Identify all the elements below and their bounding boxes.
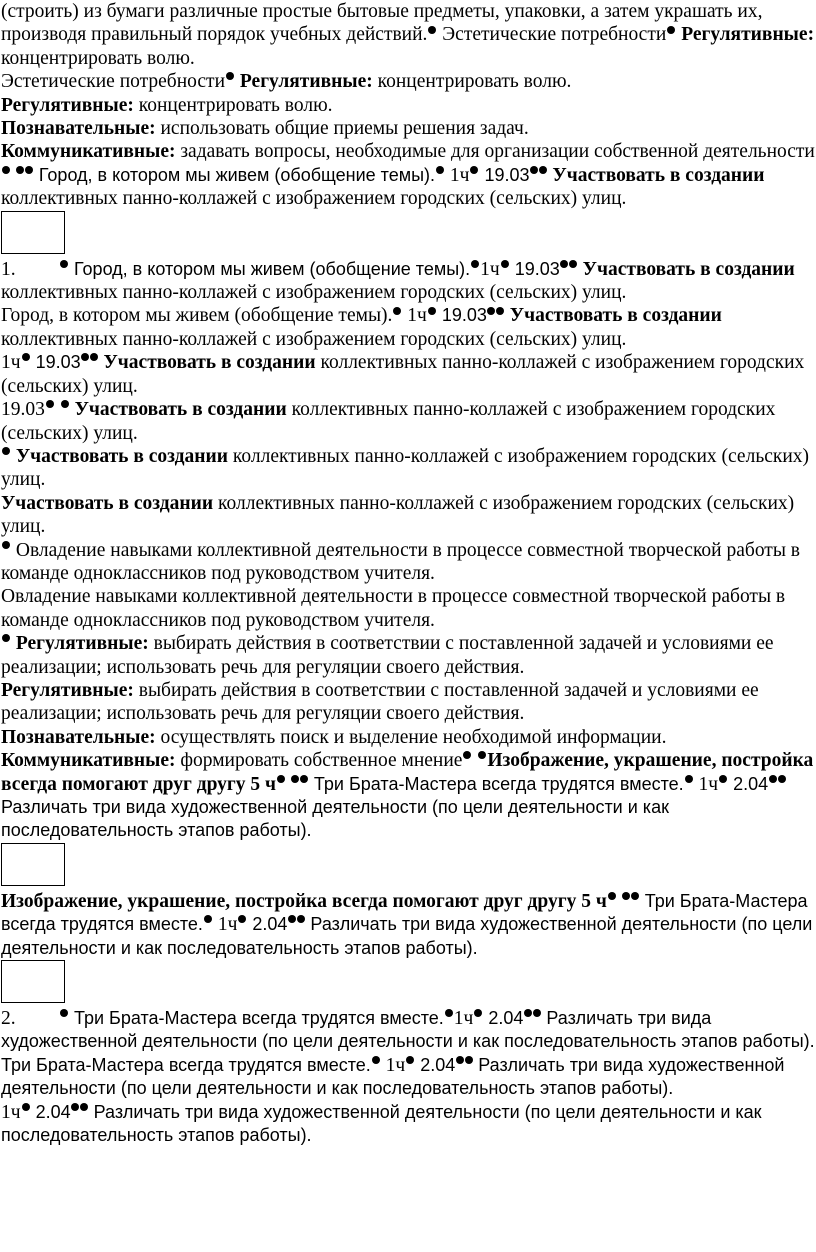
- bullet-icon: [436, 166, 444, 174]
- paragraph-14: Регулятивные: выбирать действия в соответствии с поставленной задачей и условиями ее реализации; использовать речь для регуляции своего действия.: [1, 633, 774, 678]
- bullet-icon: [501, 260, 509, 268]
- bullet-icon: [685, 775, 693, 783]
- bullet-icon: [288, 915, 296, 923]
- bullet-icon: [2, 541, 10, 549]
- paragraph-8: 1ч 19.03 Участвовать в создании коллективных панно-коллажей с изображением городских (сельских) улиц.: [1, 352, 805, 397]
- bullet-icon: [60, 260, 68, 268]
- paragraph-9: 19.03 Участвовать в создании коллективных панно-коллажей с изображением городских (сельских) улиц.: [1, 399, 776, 444]
- bullet-icon: [428, 26, 436, 34]
- bullet-icon: [90, 353, 98, 361]
- empty-table-cell: [1, 843, 65, 886]
- bullet-icon: [46, 400, 54, 408]
- bullet-icon: [470, 166, 478, 174]
- bullet-icon: [465, 1056, 473, 1064]
- paragraph-7: Город, в котором мы живем (обобщение темы). 1ч 19.03 Участвовать в создании коллективных панно-коллажей с изображением городских (сельских) улиц.: [1, 305, 722, 350]
- bullet-icon: [560, 260, 568, 268]
- bullet-icon: [622, 892, 630, 900]
- paragraph-15: Регулятивные: выбирать действия в соответствии с поставленной задачей и условиями ее реализации; использовать речь для регуляции своего действия.: [1, 679, 759, 725]
- paragraph-3: Регулятивные: концентрировать волю.: [1, 94, 333, 116]
- bullet-icon: [474, 1009, 482, 1017]
- bullet-icon: [291, 775, 299, 783]
- bullet-icon: [539, 166, 547, 174]
- paragraph-16: Познавательные: осуществлять поиск и выделение необходимой информации.: [1, 726, 667, 748]
- bullet-icon: [769, 775, 777, 783]
- bullet-icon: [81, 353, 89, 361]
- bullet-icon: [372, 1056, 380, 1064]
- bullet-icon: [25, 166, 33, 174]
- bullet-icon: [2, 447, 10, 455]
- bullet-icon: [530, 166, 538, 174]
- bullet-icon: [667, 26, 675, 34]
- paragraph-17: Коммуникативные: формировать собственное мнение Изображение, украшение, постройка всегда помогают друг другу 5 ч Три Брата-Мастера всегда трудятся вместе. 1ч 2.04 Различать три вида художественной деятельности (по цели деятельности и как последовательность этапов работы).: [1, 750, 814, 841]
- bullet-icon: [2, 634, 10, 642]
- bullet-icon: [428, 307, 436, 315]
- paragraph-10: Участвовать в создании коллективных панно-коллажей с изображением городских (сельских) улиц.: [1, 445, 810, 491]
- bullet-icon: [569, 260, 577, 268]
- bullet-icon: [719, 775, 727, 783]
- bullet-icon: [608, 892, 616, 900]
- bullet-icon: [16, 166, 24, 174]
- paragraph-21: 1ч 2.04 Различать три вида художественной деятельности (по цели деятельности и как последовательность этапов работы).: [1, 1101, 762, 1146]
- bullet-icon: [300, 775, 308, 783]
- paragraph-11: Участвовать в создании коллективных панно-коллажей с изображением городских (сельских) улиц.: [1, 492, 795, 538]
- bullet-icon: [277, 775, 285, 783]
- bullet-icon: [463, 751, 471, 759]
- bullet-icon: [406, 1056, 414, 1064]
- bullet-icon: [393, 307, 401, 315]
- paragraph-2: Эстетические потребности Регулятивные: концентрировать волю.: [1, 71, 572, 93]
- bullet-icon: [204, 915, 212, 923]
- bullet-icon: [471, 260, 479, 268]
- empty-table-cell: [1, 960, 65, 1003]
- paragraph-1: (строить) из бумаги различные простые бытовые предметы, упаковки, а затем украшать их, производя правильный порядок учебных действий. Эстетические потребности Регулятивные: концентрировать волю.: [1, 1, 815, 69]
- bullet-icon: [445, 1009, 453, 1017]
- paragraph-4: Познавательные: использовать общие приемы решения задач.: [1, 118, 529, 140]
- bullet-icon: [71, 1103, 79, 1111]
- paragraph-13: Овладение навыками коллективной деятельности в процессе совместной творческой работы в команде одноклассников под руководством учителя.: [1, 586, 786, 631]
- bullet-icon: [80, 1103, 88, 1111]
- bullet-icon: [778, 775, 786, 783]
- paragraph-20: Три Брата-Мастера всегда трудятся вместе. 1ч 2.04 Различать три вида художественной деятельности (по цели деятельности и как последовательность этапов работы).: [1, 1054, 785, 1099]
- bullet-icon: [22, 353, 30, 361]
- paragraph-6: 1. Город, в котором мы живем (обобщение темы). 1ч 19.03 Участвовать в создании коллективных панно-коллажей с изображением городских (сельских) улиц.: [1, 258, 795, 304]
- bullet-icon: [631, 892, 639, 900]
- bullet-icon: [2, 166, 10, 174]
- paragraph-18: Изображение, украшение, постройка всегда помогают друг другу 5 ч Три Брата-Мастера всегда трудятся вместе. 1ч 2.04 Различать три вида художественной деятельности (по цели деятельности и как последовательность этапов работы).: [1, 890, 813, 958]
- bullet-icon: [61, 400, 69, 408]
- bullet-icon: [487, 307, 495, 315]
- bullet-icon: [533, 1009, 541, 1017]
- bullet-icon: [478, 751, 486, 759]
- paragraph-5: Коммуникативные: задавать вопросы, необходимые для организации собственной деятельности Город, в котором мы живем (обобщение темы). 1ч 19.03 Участвовать в создании коллективных панно-коллажей с изображением городских (сельских) улиц.: [1, 141, 815, 210]
- paragraph-12: Овладение навыками коллективной деятельности в процессе совместной творческой работы в команде одноклассников под руководством учителя.: [1, 539, 801, 584]
- bullet-icon: [496, 307, 504, 315]
- bullet-icon: [60, 1009, 68, 1017]
- bullet-icon: [22, 1103, 30, 1111]
- empty-table-cell: [1, 211, 65, 254]
- bullet-icon: [226, 72, 234, 80]
- bullet-icon: [297, 915, 305, 923]
- bullet-icon: [238, 915, 246, 923]
- paragraph-19: 2. Три Брата-Мастера всегда трудятся вместе. 1ч 2.04 Различать три вида художественной деятельности (по цели деятельности и как последовательность этапов работы).: [1, 1008, 815, 1052]
- bullet-icon: [524, 1009, 532, 1017]
- bullet-icon: [456, 1056, 464, 1064]
